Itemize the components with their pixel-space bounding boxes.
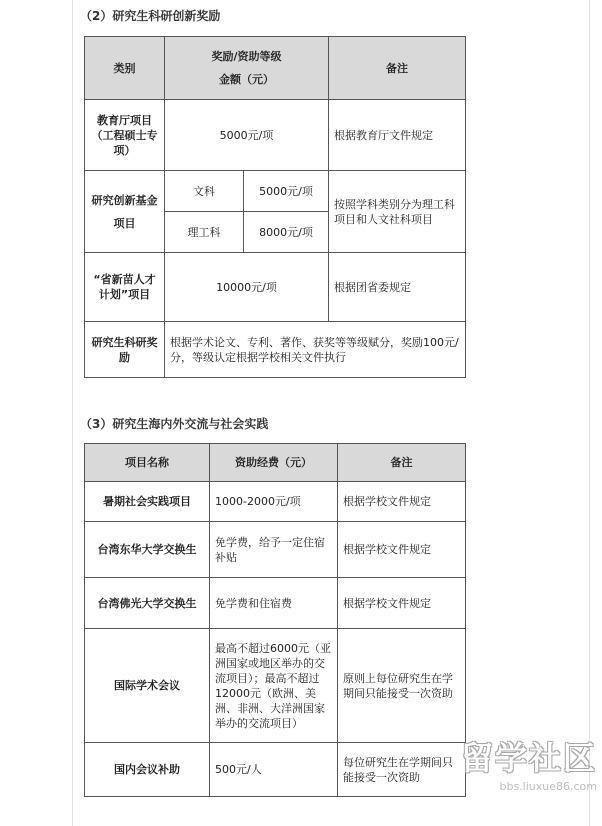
page-right-border (589, 0, 590, 826)
row-name: 国际学术会议 (85, 629, 210, 743)
section2-title: （2）研究生科研创新奖励 (80, 9, 221, 23)
row-funding: 500元/人 (210, 743, 338, 797)
row-name: 暑期社会实践项目 (85, 482, 210, 522)
row-funding: 1000-2000元/项 (210, 482, 338, 522)
talent-note: 根据团省委规定 (329, 253, 466, 322)
row-name: 国内会议补助 (85, 743, 210, 797)
table-row (85, 482, 466, 522)
header-level-line2: 金额（元） (219, 73, 274, 86)
fund-sub1-type: 文科 (165, 171, 244, 212)
row-note: 原则上每位研究生在学期间只能接受一次资助 (338, 629, 466, 743)
talent-category: “省新苗人才计划”项目 (85, 253, 165, 322)
research-detail: 根据学术论文、专利、著作、获奖等等级赋分，奖励100元/分，等级认定根据学校相关文件执行 (165, 322, 466, 378)
watermark (432, 738, 597, 818)
row-name: 台湾佛光大学交换生 (85, 578, 210, 629)
table-row (85, 578, 466, 629)
fund-category (85, 171, 165, 253)
header-name: 项目名称 (85, 444, 210, 482)
row-note: 每位研究生在学期间只能接受一次资助 (338, 743, 466, 797)
table-row (85, 629, 466, 743)
research-category: 研究生科研奖励 (85, 322, 165, 378)
edu-note: 根据教育厅文件规定 (329, 100, 466, 171)
fund-sub1-amount: 5000元/项 (244, 171, 329, 212)
header-category: 类别 (85, 37, 165, 100)
row-funding: 最高不超过6000元（亚洲国家或地区举办的交流项目）；最高不超过12000元（欧洲、美洲、非洲、大洋洲国家举办的交流项目） (210, 629, 338, 743)
watermark-logo: 留学社区 (460, 739, 597, 777)
watermark-url: bbs.liuxue86.com (499, 780, 597, 793)
row-funding: 免学费和住宿费 (210, 578, 338, 629)
header-note3: 备注 (338, 444, 466, 482)
fund-category-line1: 研究创新基金 (91, 193, 158, 207)
table-row (85, 522, 466, 578)
fund-category-line2: 项目 (113, 216, 136, 230)
table-row (85, 743, 466, 797)
row-note: 根据学校文件规定 (338, 482, 466, 522)
header-level (165, 37, 329, 100)
fund-note: 按照学科类别分为理工科项目和人文社科项目 (329, 171, 466, 253)
row-funding: 免学费，给予一定住宿补贴 (210, 522, 338, 578)
edu-category: 教育厅项目（工程硕士专项） (85, 100, 165, 171)
innovation-award-table (84, 36, 466, 378)
section3-title: （3）研究生海内外交流与社会实践 (80, 417, 269, 431)
header-funding: 资助经费（元） (210, 444, 338, 482)
page-left-border (72, 0, 73, 826)
row-name: 台湾东华大学交换生 (85, 522, 210, 578)
edu-amount: 5000元/项 (165, 100, 329, 171)
talent-amount: 10000元/项 (165, 253, 329, 322)
fund-sub2-amount: 8000元/项 (244, 212, 329, 253)
row-note: 根据学校文件规定 (338, 522, 466, 578)
header-note: 备注 (329, 37, 466, 100)
row-note: 根据学校文件规定 (338, 578, 466, 629)
fund-sub2-type: 理工科 (165, 212, 244, 253)
exchange-practice-table (84, 443, 466, 797)
header-level-line1: 奖励/资助等级 (211, 50, 282, 63)
